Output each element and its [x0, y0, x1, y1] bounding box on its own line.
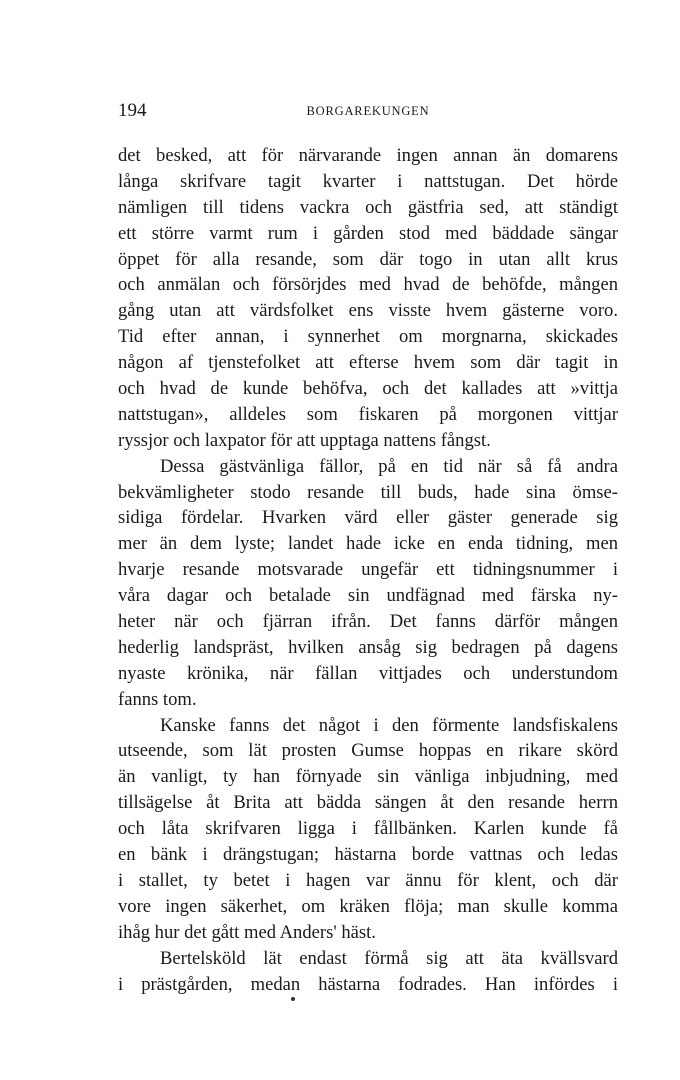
text-line: en bänk i drängstugan; hästarna borde vattnas och ledas [118, 844, 618, 866]
body-text [118, 143, 618, 997]
text-line: gång utan att värdsfolket ens visste hvem gästerne voro. [118, 300, 618, 322]
text-line: bekvämligheter stodo resande till buds, hade sina ömse- [118, 481, 618, 503]
text-line: i stallet, ty betet i hagen var ännu för klent, och där [118, 869, 618, 891]
text-line: fanns tom. [118, 688, 197, 710]
text-line: ihåg hur det gått med Anders' häst. [118, 921, 376, 943]
text-line: nattstugan», alldeles som fiskaren på morgonen vittjar [118, 403, 618, 425]
text-line: i prästgården, medan hästarna fodrades. Han infördes i [118, 973, 618, 995]
text-line: Kanske fanns det något i den förmente landsfiskalens [160, 714, 618, 736]
text-line: än vanligt, ty han förnyade sin vänliga inbjudning, med [118, 766, 618, 788]
text-line: ett större varmt rum i gården stod med bäddade sängar [118, 222, 618, 244]
text-line: ryssjor och laxpator för att upptaga nattens fångst. [118, 429, 491, 451]
text-line: och hvad de kunde behöfva, och det kallades att »vittja [118, 378, 618, 400]
text-line: och anmälan och försörjdes med hvad de behöfde, mången [118, 274, 618, 296]
text-line: utseende, som lät prosten Gumse hoppas en rikare skörd [118, 740, 618, 762]
text-line: nyaste krönika, när fällan vittjades och understundom [118, 662, 618, 684]
text-line: hederlig landspräst, hvilken ansåg sig bedragen på dagens [118, 636, 618, 658]
text-line: det besked, att för närvarande ingen annan än domarens [118, 145, 618, 166]
text-line: öppet för alla resande, som där togo in utan allt krus [118, 248, 618, 270]
text-line: Tid efter annan, i synnerhet om morgnarna, skickades [118, 326, 618, 348]
text-line: heter när och fjärran ifrån. Det fanns därför mången [118, 611, 618, 633]
text-line: mer än dem lyste; landet hade icke en enda tidning, men [118, 533, 618, 555]
text-line: tillsägelse åt Brita att bädda sängen åt den resande herrn [118, 792, 618, 814]
text-line: långa skrifvare tagit kvarter i nattstugan. Det hörde [118, 170, 618, 192]
ink-speck [291, 997, 295, 1001]
page-header [118, 99, 618, 123]
text-line: vore ingen säkerhet, om kräken flöja; man skulle komma [118, 895, 618, 917]
running-title: BORGAREKUNGEN [306, 104, 430, 118]
text-line: Dessa gästvänliga fällor, på en tid när så få andra [160, 455, 618, 477]
text-line: och låta skrifvaren ligga i fållbänken. Karlen kunde få [118, 818, 618, 840]
text-line: Bertelsköld lät endast förmå sig att äta kvällsvard [160, 947, 618, 969]
text-line: någon af tjenstefolket att efterse hvem som där tagit in [118, 352, 618, 374]
text-line: hvarje resande motsvarade ungefär ett tidningsnummer i [118, 559, 618, 581]
text-line: nämligen till tidens vackra och gästfria sed, att ständigt [118, 196, 618, 218]
text-line: våra dagar och betalade sin undfägnad med färska ny- [118, 585, 618, 607]
text-line: sidiga fördelar. Hvarken värd eller gäster generade sig [118, 507, 618, 529]
page-number: 194 [118, 100, 147, 121]
